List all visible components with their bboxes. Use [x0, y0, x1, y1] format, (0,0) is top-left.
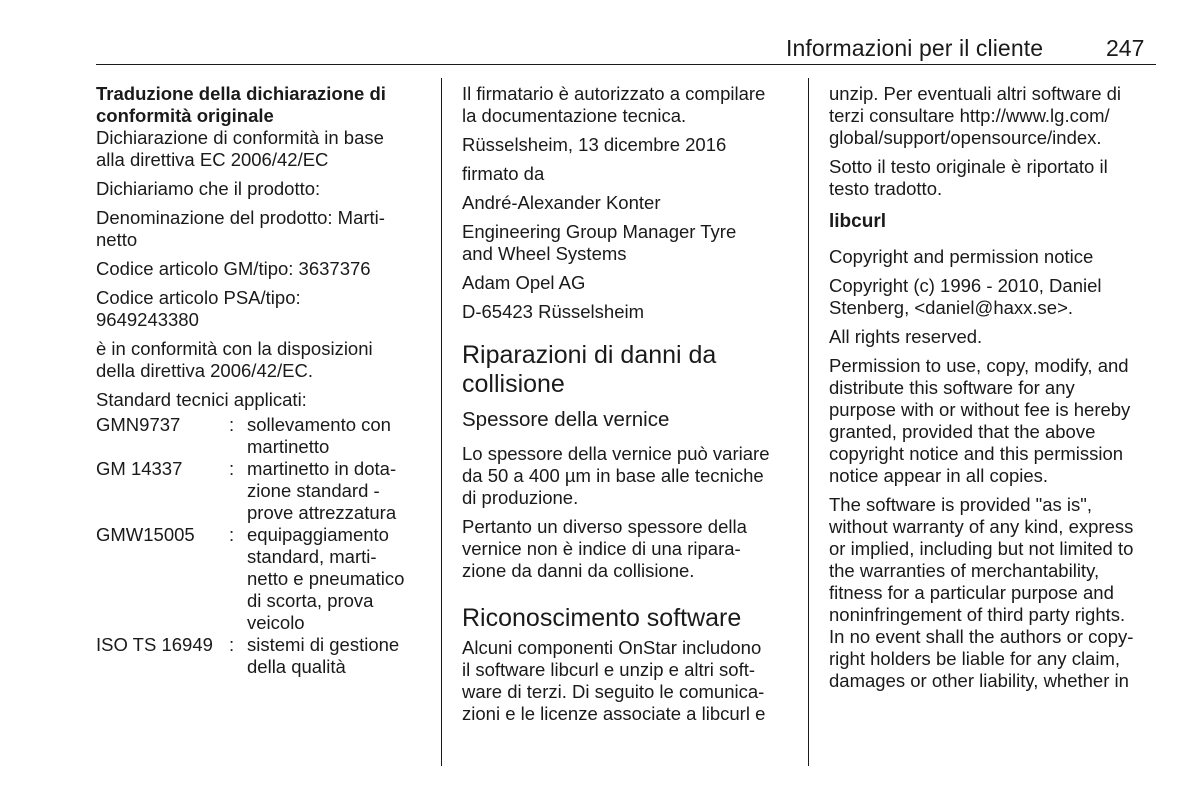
paragraph: The software is provided "as is", without warranty of any kind, express or implied, including but not limited to the warranties of merchantability, fitness for a particular purpose and noninfringement of third party rights. In no event shall the authors or copy- right holders be liable for any claim, damages or other liability, whether in [829, 494, 1134, 691]
subheading-spessore: Spessore della vernice [462, 408, 670, 431]
header-title: Informazioni per il cliente [786, 35, 1044, 61]
paragraph: Codice articolo GM/tipo: 3637376 [96, 258, 371, 279]
standard-row [96, 458, 426, 524]
column-divider-right [808, 78, 809, 766]
paragraph: Lo spessore della vernice può variare da 50 a 400 µm in base alle tecniche di produzione. [462, 443, 770, 508]
paragraph: All rights reserved. [829, 326, 983, 347]
standard-separator: : [229, 634, 235, 655]
paragraph: Engineering Group Manager Tyre and Wheel Systems [462, 221, 737, 264]
paragraph: Copyright and permission notice [829, 246, 1094, 267]
standard-description: equipaggiamento standard, marti- netto e pneumatico di scorta, prova veicolo [247, 524, 405, 633]
paragraph: Permission to use, copy, modify, and distribute this software for any purpose with or without fee is hereby granted, provided that the above copyright notice and this permission notice appear in all copies. [829, 355, 1131, 486]
column-middle [462, 83, 792, 732]
paragraph: Dichiariamo che il prodotto: [96, 178, 321, 199]
standards-list [96, 414, 426, 678]
paragraph: Copyright (c) 1996 - 2010, Daniel Stenberg, <daniel@haxx.se>. [829, 275, 1102, 318]
paragraph: unzip. Per eventuali altri software di terzi consultare http://www.lg.com/ global/support/opensource/index. [829, 83, 1122, 148]
paragraph: Rüsselsheim, 13 dicembre 2016 [462, 134, 727, 155]
subheading-libcurl: libcurl [829, 211, 887, 232]
paragraph: Alcuni componenti OnStar includono il software libcurl e unzip e altri soft- ware di terzi. Di seguito le comunica- zioni e le licenze associate a libcurl e [462, 637, 766, 724]
standard-row [96, 524, 426, 634]
column-divider-left [441, 78, 442, 766]
standard-code: GM 14337 [96, 458, 183, 479]
standard-separator: : [229, 524, 235, 545]
standard-separator: : [229, 414, 235, 435]
standard-code: GMW15005 [96, 524, 195, 545]
heading-riparazioni: Riparazioni di danni da collisione [462, 341, 717, 398]
standard-description: martinetto in dota- zione standard - prove attrezzatura [247, 458, 397, 523]
standard-description: sollevamento con martinetto [247, 414, 391, 457]
paragraph: Standard tecnici applicati: [96, 389, 307, 410]
paragraph: André-Alexander Konter [462, 192, 661, 213]
standard-description: sistemi di gestione della qualità [247, 634, 400, 677]
paragraph: Il firmatario è autorizzato a compilare la documentazione tecnica. [462, 83, 766, 126]
paragraph: Adam Opel AG [462, 272, 586, 293]
paragraph: Codice articolo PSA/tipo: 9649243380 [96, 287, 301, 330]
paragraph: Pertanto un diverso spessore della vernice non è indice di una ripara- zione da danni da collisione. [462, 516, 747, 581]
paragraph: firmato da [462, 163, 545, 184]
standard-code: GMN9737 [96, 414, 181, 435]
header-divider [96, 64, 1156, 65]
standard-code: ISO TS 16949 [96, 634, 213, 655]
standard-row [96, 634, 426, 678]
paragraph: Denominazione del prodotto: Marti- netto [96, 207, 385, 250]
heading-software: Riconoscimento software [462, 604, 742, 632]
paragraph: D-65423 Rüsselsheim [462, 301, 645, 322]
standard-separator: : [229, 458, 235, 479]
column-left [96, 83, 426, 678]
paragraph: è in conformità con la disposizioni della direttiva 2006/42/EC. [96, 338, 373, 381]
column-right [829, 83, 1159, 699]
paragraph: Dichiarazione di conformità in base alla direttiva EC 2006/42/EC [96, 127, 384, 170]
section-title-declaration: Traduzione della dichiarazione di conformità originale [96, 83, 386, 126]
paragraph: Sotto il testo originale è riportato il testo tradotto. [829, 156, 1108, 199]
page-number: 247 [1106, 35, 1145, 61]
standard-row [96, 414, 426, 458]
